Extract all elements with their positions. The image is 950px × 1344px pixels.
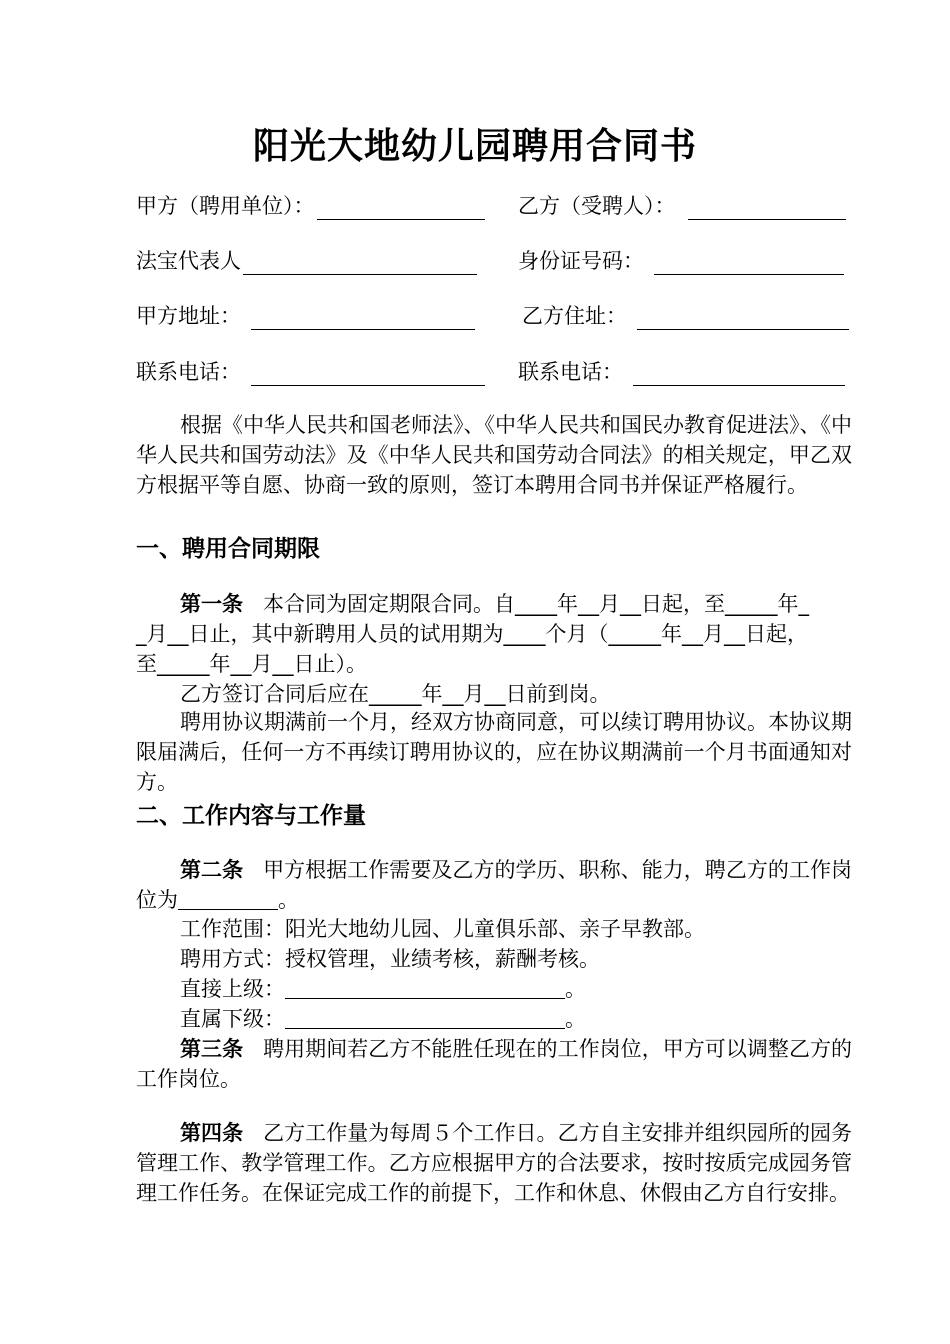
party-a-address-field [136,300,475,330]
document-title: 阳光大地幼儿园聘用合同书 [252,126,697,167]
party-a-phone-blank [251,363,485,386]
article-2-end: 。 [278,888,299,912]
employment-method: 聘用方式：授权管理，业绩考核，薪酬考核。 [180,947,600,971]
superior-period: 。 [565,977,586,1001]
subordinate-line [136,1004,852,1034]
party-a-phone-field [136,356,485,386]
position-blank [178,887,278,910]
subordinate-blank [285,1006,565,1029]
renewal-paragraph: 聘用协议期满前一个月，经双方协商同意，可以续订聘用协议。本协议期限届满后，任何一方不再续订聘用协议的，应在协议期满前一个月书面通知对方。 [136,710,852,794]
preamble-paragraph: 根据《中华人民共和国老师法》、《中华人民共和国民办教育促进法》、《中华人民共和国劳动法》及《中华人民共和国劳动合同法》的相关规定，甲乙双方根据平等自愿、协商一致的原则，签订本聘用合同书并保证严格履行。 [136,413,852,497]
article-4-text: 乙方工作量为每周５个工作日。乙方自主安排并组织园所的园务管理工作、教学管理工作。乙方应根据甲方的合法要求，按时按质完成园务管理工作任务。在保证完成工作的前提下，工作和休息、休假由乙方自行安排。 [136,1121,853,1205]
party-a-blank [317,197,485,220]
article-1-line-2: _月__日止，其中新聘用人员的试用期为____个月（_____年__月__日起， [136,622,808,646]
section-1-heading: 一、聘用合同期限 [136,536,320,562]
field-row-phone [0,356,950,390]
party-a-address-label: 甲方地址： [136,304,241,328]
article-1-line-3: 至_____年__月__日止）。 [136,652,367,676]
field-row-rep [0,245,950,279]
article-1 [136,589,852,679]
party-b-address-blank [637,307,849,330]
article-1-label: 第一条 [180,592,243,616]
article-1-line-1-text: 本合同为固定期限合同。自____年__月__日起，至_____年_ [263,592,809,616]
article-3-label: 第三条 [180,1037,244,1061]
work-scope: 工作范围：阳光大地幼儿园、儿童俱乐部、亲子早教部。 [180,917,705,941]
subordinate-period: 。 [565,1007,586,1031]
id-number-label: 身份证号码： [518,249,644,273]
article-4-label: 第四条 [180,1121,244,1145]
field-row-parties [0,190,950,224]
id-number-field [518,245,844,275]
arrival-paragraph: 乙方签订合同后应在_____年__月__日前到岗。 [180,682,611,706]
superior-blank [285,976,565,999]
article-2-label: 第二条 [180,858,244,882]
article-1-line-1 [136,589,852,619]
party-b-phone-blank [633,363,845,386]
article-3 [136,1034,852,1094]
party-b-label: 乙方（受聘人）： [518,194,676,218]
subordinate-label: 直属下级： [180,1007,285,1031]
party-b-field [518,190,846,220]
party-a-field [136,190,485,220]
party-a-address-blank [251,307,475,330]
superior-label: 直接上级： [180,977,285,1001]
party-b-address-field [522,300,849,330]
id-number-blank [654,252,844,275]
article-4 [136,1118,852,1208]
section-2-heading: 二、工作内容与工作量 [136,803,366,829]
legal-rep-field [136,245,477,275]
party-b-blank [688,197,846,220]
party-a-label: 甲方（聘用单位）： [136,194,315,218]
article-3-text: 聘用期间若乙方不能胜任现在的工作岗位，甲方可以调整乙方的工作岗位。 [136,1037,853,1091]
legal-rep-blank [243,252,477,275]
legal-rep-label: 法宝代表人 [136,249,241,273]
superior-line [136,974,852,1004]
field-row-address [0,300,950,334]
party-b-phone-label: 联系电话： [518,360,623,384]
article-2-text: 甲方根据工作需要及乙方的学历、职称、能力，聘乙方的工作岗位为 [136,858,853,912]
article-2 [136,855,852,915]
party-b-phone-field [518,356,845,386]
party-b-address-label: 乙方住址： [522,304,627,328]
party-a-phone-label: 联系电话： [136,360,241,384]
